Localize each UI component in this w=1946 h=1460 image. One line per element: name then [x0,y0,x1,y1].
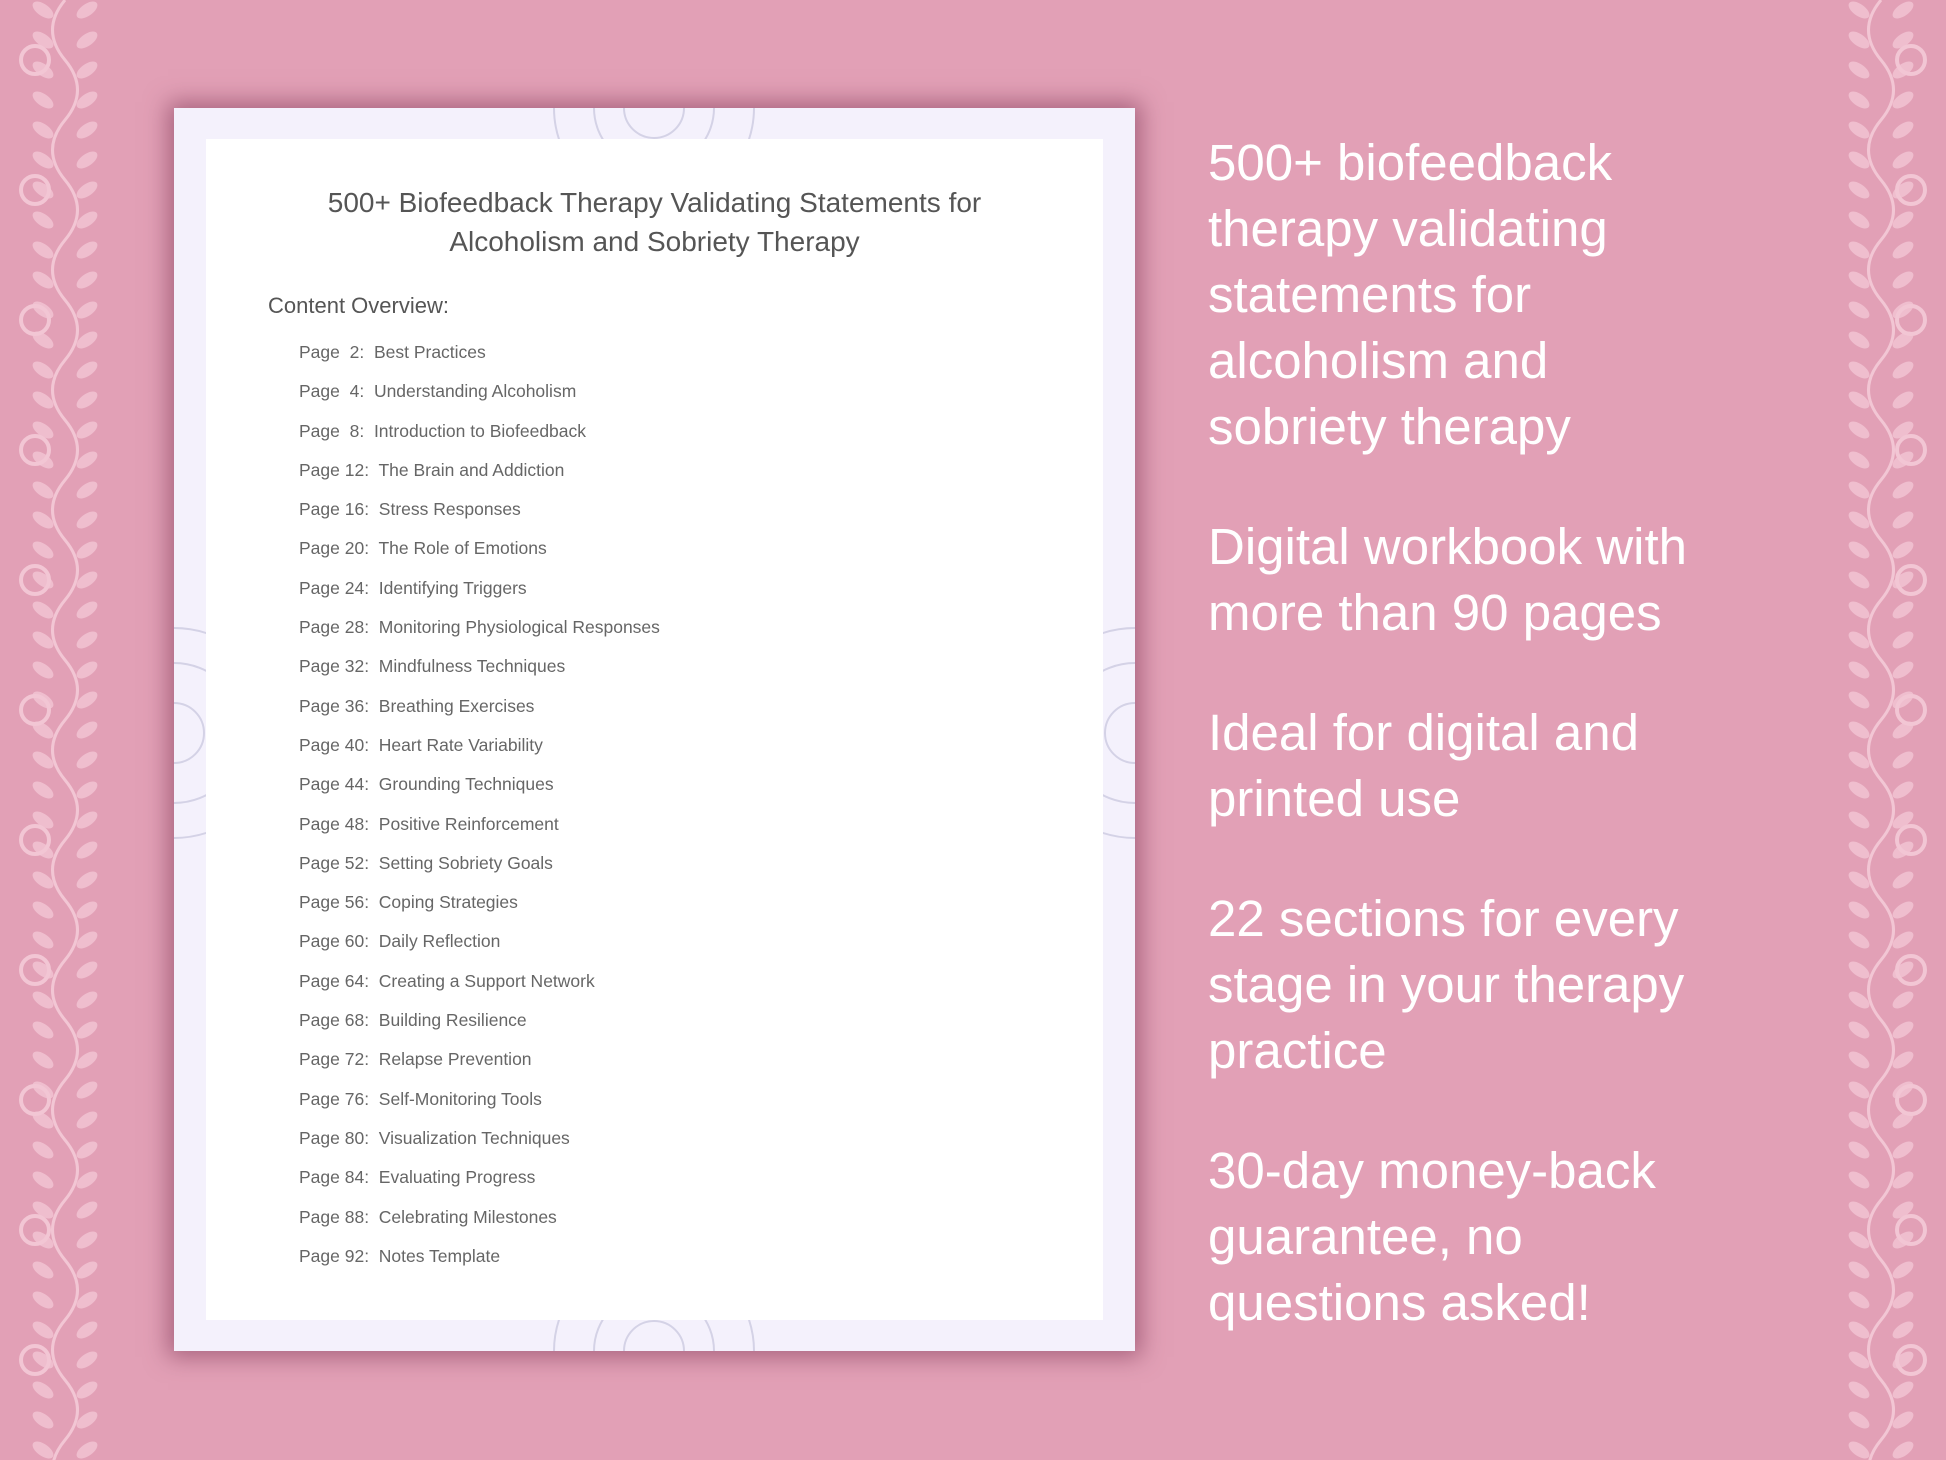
leaf [1890,358,1917,382]
leaf [1890,868,1917,892]
toc-page-number: Page 92: [299,1245,370,1266]
leaf [1890,148,1917,172]
leaf [74,1078,101,1102]
toc-section-title: The Brain and Addiction [378,459,565,480]
feature-item [1208,514,1687,646]
toc-section-title: Coping Strategies [378,892,518,913]
feature-line: statements for [1208,266,1532,323]
mandala-left-decoration [174,618,206,848]
feature-line: Digital workbook with [1208,518,1688,575]
leaf [1846,88,1873,112]
leaf [74,1438,101,1460]
toc-item [299,931,660,970]
leaf [74,148,101,172]
leaf [1846,358,1873,382]
toc-section-title: Heart Rate Variability [378,734,543,755]
toc-item [299,538,660,577]
leaf [1890,268,1917,292]
floral-border-right-decoration [1816,0,1946,1460]
leaf [74,1258,101,1282]
toc-section-title: Stress Responses [378,499,521,520]
toc-section-title: Grounding Techniques [378,774,554,795]
toc-item [299,342,660,381]
toc-page-number: Page 16: [299,499,370,520]
mandala-top-decoration [514,108,794,139]
toc-page-number: Page 36: [299,695,370,716]
leaf [74,778,101,802]
leaf [1890,478,1917,502]
leaf [74,118,101,142]
leaf [1846,778,1873,802]
leaf [1846,208,1873,232]
feature-line: Ideal for digital and [1208,704,1639,761]
leaf [30,598,57,622]
feature-item [1208,700,1687,832]
leaf [1890,748,1917,772]
toc-page-number: Page 32: [299,656,370,677]
leaf [1846,118,1873,142]
leaf [1846,568,1873,592]
leaf [74,1018,101,1042]
leaf [30,658,57,682]
toc-item [299,774,660,813]
feature-line: printed use [1208,770,1461,827]
toc-item [299,971,660,1010]
table-of-contents [299,342,660,1285]
leaf [74,388,101,412]
toc-item [299,1167,660,1206]
leaf [30,238,57,262]
toc-section-title: Self-Monitoring Tools [378,1088,542,1109]
leaf [30,1288,57,1312]
document-preview [174,108,1135,1351]
toc-item [299,892,660,931]
toc-page-number: Page 24: [299,577,370,598]
feature-line: questions asked! [1208,1274,1591,1331]
toc-section-title: Monitoring Physiological Responses [378,617,660,638]
leaf [1890,1378,1917,1402]
leaf [74,238,101,262]
toc-page-number: Page 12: [299,459,370,480]
vine-stem [1869,0,1894,1460]
leaf [1846,1168,1873,1192]
toc-page-number: Page 56: [299,892,370,913]
leaf [1890,178,1917,202]
leaf [1846,658,1873,682]
leaf [1846,688,1873,712]
toc-item [299,499,660,538]
toc-item [299,421,660,460]
leaf [1890,1318,1917,1342]
toc-item [299,1128,660,1167]
leaf [74,478,101,502]
leaf [74,298,101,322]
leaf [74,1318,101,1342]
leaf [74,748,101,772]
toc-section-title: Best Practices [373,342,486,362]
leaf [74,1378,101,1402]
toc-page-number: Page 60: [299,931,370,952]
toc-section-title: Notes Template [378,1245,501,1266]
toc-section-title: Evaluating Progress [378,1167,536,1188]
leaf [30,538,57,562]
leaf [74,1228,101,1252]
feature-line: 22 sections for every [1208,890,1679,947]
leaf [1890,658,1917,682]
feature-line: practice [1208,1022,1387,1079]
leaf [1890,988,1917,1012]
leaf [30,1138,57,1162]
leaf [74,508,101,532]
leaf [30,778,57,802]
toc-section-title: Understanding Alcoholism [373,381,577,402]
toc-item [299,814,660,853]
leaf [74,358,101,382]
toc-section-title: Breathing Exercises [378,695,535,716]
toc-page-number: Page 68: [299,1010,370,1031]
leaf [1890,628,1917,652]
leaf [1890,1258,1917,1282]
mandala-bottom-decoration [514,1320,794,1351]
leaf [30,1318,57,1342]
toc-item [299,578,660,617]
leaf [1846,1018,1873,1042]
leaf [1846,928,1873,952]
mandala-right-decoration [1103,618,1135,848]
leaf [74,898,101,922]
leaf [74,598,101,622]
leaf [1846,298,1873,322]
toc-item [299,617,660,656]
feature-line: 500+ biofeedback [1208,134,1613,191]
leaf [1890,898,1917,922]
leaf [30,0,57,22]
leaf [1846,328,1873,352]
leaf [1846,1408,1873,1432]
leaf [1846,808,1873,832]
floral-border-left-decoration [0,0,130,1460]
document-title [206,183,1103,261]
leaf [1846,418,1873,442]
toc-page-number: Page 80: [299,1127,370,1148]
toc-section-title: Setting Sobriety Goals [378,852,553,873]
leaf [74,958,101,982]
toc-page-number: Page 20: [299,538,370,559]
leaf [1846,1288,1873,1312]
leaf [1846,1318,1873,1342]
feature-line: stage in your therapy [1208,956,1685,1013]
leaf [74,718,101,742]
leaf [30,898,57,922]
leaf [74,1108,101,1132]
leaf [30,1018,57,1042]
leaf [1890,388,1917,412]
toc-item [299,1246,660,1285]
leaf [1846,898,1873,922]
leaf [1846,1078,1873,1102]
leaf [30,1258,57,1282]
content-overview-heading: Content Overview: [268,293,449,318]
leaf [30,178,57,202]
leaf [74,628,101,652]
leaf [1846,718,1873,742]
leaf [30,568,57,592]
feature-line: alcoholism and [1208,332,1549,389]
leaf [74,658,101,682]
feature-list [1208,130,1687,1390]
toc-page-number: Page 88: [299,1206,370,1227]
toc-page-number: Page 8: [299,420,365,441]
leaf [1890,538,1917,562]
toc-page-number: Page 64: [299,970,370,991]
leaf [30,208,57,232]
toc-page-number: Page 44: [299,774,370,795]
leaf [1890,0,1917,22]
toc-section-title: Mindfulness Techniques [378,656,566,677]
leaf [1890,1138,1917,1162]
leaf [1890,1438,1917,1460]
toc-item [299,696,660,735]
toc-page-number: Page 48: [299,813,370,834]
leaf [1890,958,1917,982]
leaf [30,118,57,142]
feature-line: more than 90 pages [1208,584,1662,641]
title-line: 500+ Biofeedback Therapy Validating Statements for [327,187,982,218]
leaf [1890,508,1917,532]
toc-section-title: Relapse Prevention [378,1049,532,1070]
leaf [74,1348,101,1372]
leaf [30,88,57,112]
toc-page-number: Page 52: [299,852,370,873]
leaf [30,1408,57,1432]
toc-page-number: Page 4: [299,381,365,402]
leaf [30,1048,57,1072]
feature-line: 30-day money-back [1208,1142,1656,1199]
leaf [1890,778,1917,802]
leaf [1846,1438,1873,1460]
toc-section-title: Positive Reinforcement [378,813,559,834]
toc-item [299,735,660,774]
leaf [1846,238,1873,262]
leaf [74,838,101,862]
toc-page-number: Page 2: [299,342,365,362]
leaf [30,478,57,502]
leaf [74,268,101,292]
toc-item [299,1207,660,1246]
toc-section-title: Creating a Support Network [378,970,595,991]
title-line: Alcoholism and Sobriety Therapy [449,226,860,257]
feature-line: guarantee, no [1208,1208,1523,1265]
toc-page-number: Page 72: [299,1049,370,1070]
leaf [30,1378,57,1402]
vine-stem [53,0,78,1460]
leaf [1846,1198,1873,1222]
leaf [1846,598,1873,622]
leaf [1846,838,1873,862]
toc-item [299,460,660,499]
toc-item [299,1089,660,1128]
toc-section-title: Celebrating Milestones [378,1206,557,1227]
leaf [74,418,101,442]
feature-item [1208,1138,1687,1336]
toc-page-number: Page 28: [299,617,370,638]
toc-section-title: Introduction to Biofeedback [373,420,587,441]
leaf [30,1438,57,1460]
toc-section-title: Identifying Triggers [378,577,527,598]
leaf [1846,478,1873,502]
leaf [74,58,101,82]
toc-page-number: Page 40: [299,734,370,755]
toc-page-number: Page 76: [299,1088,370,1109]
feature-line: sobriety therapy [1208,398,1571,455]
leaf [30,1168,57,1192]
leaf [1846,58,1873,82]
leaf [1846,1258,1873,1282]
feature-item [1208,886,1687,1084]
toc-page-number: Page 84: [299,1167,370,1188]
leaf [74,1138,101,1162]
toc-item [299,381,660,420]
document-content [206,139,1103,1320]
leaf [74,178,101,202]
leaf [74,538,101,562]
leaf [1890,118,1917,142]
leaf [30,928,57,952]
leaf [1846,178,1873,202]
leaf [1846,1378,1873,1402]
leaf [30,958,57,982]
leaf [1846,0,1873,22]
feature-item [1208,130,1687,460]
leaf [1890,238,1917,262]
toc-section-title: Building Resilience [378,1010,527,1031]
leaf [74,1198,101,1222]
leaf [1846,1048,1873,1072]
leaf [1846,1138,1873,1162]
toc-item [299,1010,660,1049]
leaf [1846,538,1873,562]
leaf [30,358,57,382]
toc-item [299,656,660,695]
feature-line: therapy validating [1208,200,1608,257]
leaf [74,988,101,1012]
leaf [74,28,101,52]
leaf [1890,1018,1917,1042]
toc-section-title: Daily Reflection [378,931,501,952]
leaf [1890,1348,1917,1372]
toc-item [299,853,660,892]
toc-section-title: Visualization Techniques [378,1127,570,1148]
leaf [1846,958,1873,982]
leaf [74,0,101,22]
leaf [74,868,101,892]
leaf [1846,448,1873,472]
toc-item [299,1049,660,1088]
leaf [1890,598,1917,622]
toc-section-title: The Role of Emotions [378,538,547,559]
